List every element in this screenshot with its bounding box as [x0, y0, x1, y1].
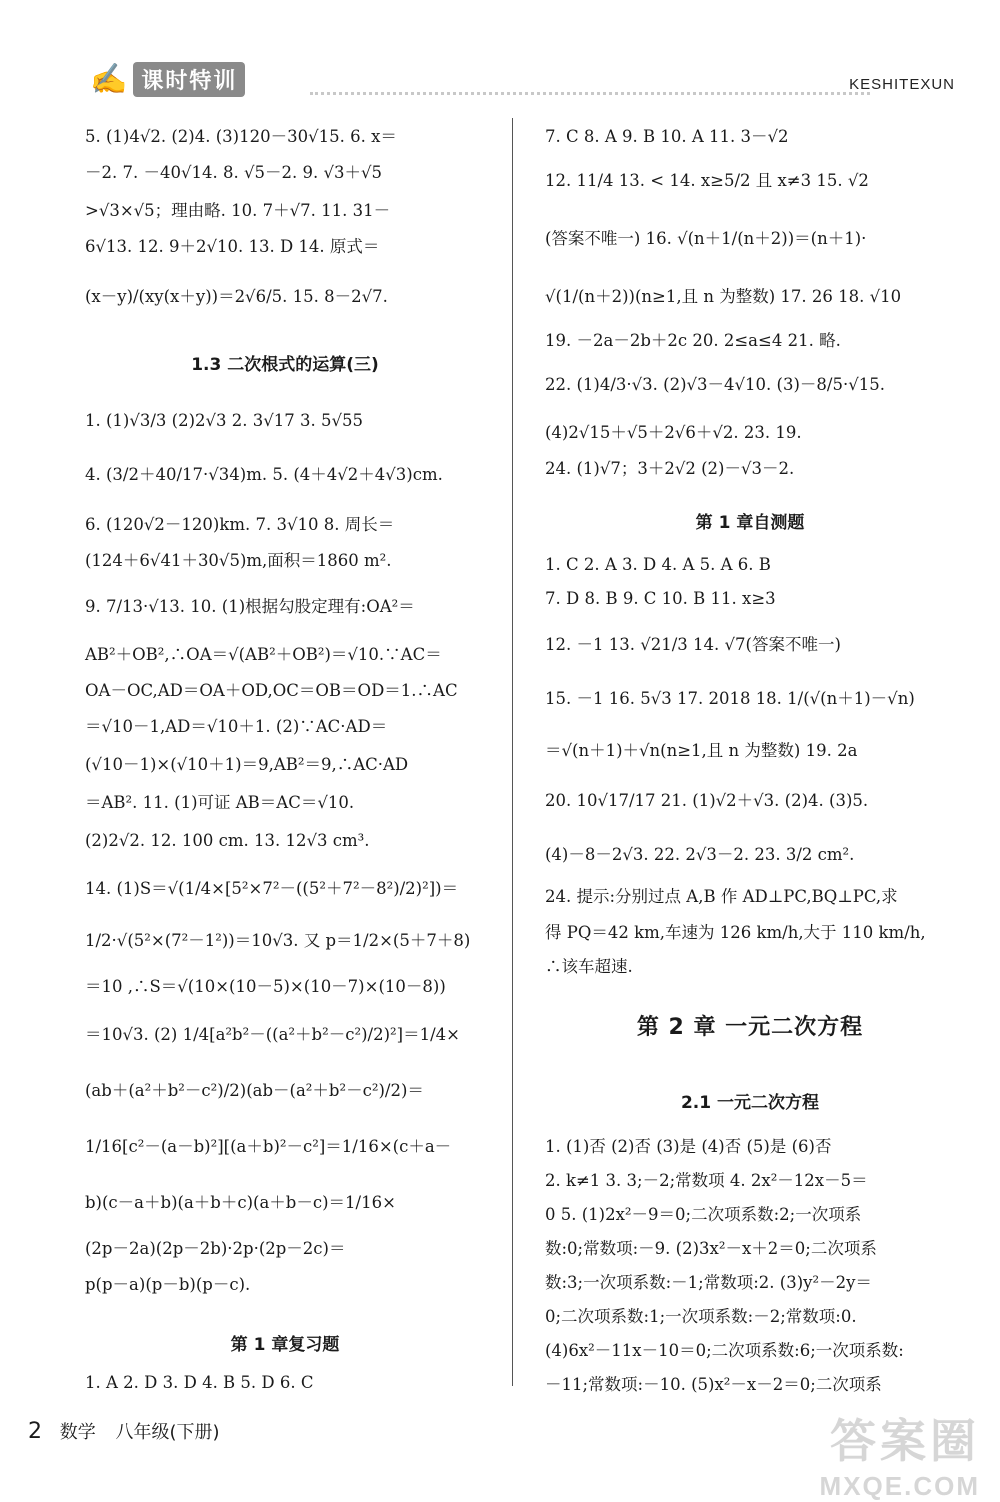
answer-line: OA－OC,AD＝OA＋OD,OC＝OB＝OD＝1.∴AC: [85, 681, 458, 700]
answer-line: p(p－a)(p－b)(p－c).: [85, 1275, 251, 1294]
answer-line: 6√13. 12. 9＋2√10. 13. D 14. 原式＝: [85, 237, 380, 256]
answer-line: ＝√(n＋1)＋√n(n≥1,且 n 为整数) 19. 2a: [545, 741, 858, 760]
answer-line: 2. k≠1 3. 3;－2;常数项 4. 2x²－12x－5＝: [545, 1171, 868, 1190]
page-footer: [28, 1418, 220, 1444]
answer-line: 15. －1 16. 5√3 17. 2018 18. 1/(√(n＋1)－√n): [545, 689, 915, 708]
answer-line: 12. －1 13. √21/3 14. √7(答案不唯一): [545, 635, 841, 654]
answer-line: 1/16[c²－(a－b)²][(a＋b)²－c²]＝1/16×(c＋a－: [85, 1137, 452, 1156]
column-divider: [512, 118, 513, 1386]
answer-line: 7. C 8. A 9. B 10. A 11. 3－√2: [545, 127, 789, 146]
answer-line: 14. (1)S＝√(1/4×[5²×7²－((5²＋7²－8²)/2)²])＝: [85, 879, 459, 898]
answer-line: 0 5. (1)2x²－9＝0;二次项系数:2;一次项系: [545, 1205, 862, 1224]
answer-line: (124＋6√41＋30√5)m,面积＝1860 m².: [85, 551, 392, 570]
watermark: [820, 1405, 980, 1502]
answer-line: √(1/(n＋2))(n≥1,且 n 为整数) 17. 26 18. √10: [545, 287, 902, 306]
pen-icon: ✍: [90, 62, 128, 97]
answer-line: 5. (1)4√2. (2)4. (3)120－30√15. 6. x＝: [85, 127, 397, 146]
answer-line: 22. (1)4/3·√3. (2)√3－4√10. (3)－8/5·√15.: [545, 375, 885, 394]
answer-line: 1. (1)√3/3 (2)2√3 2. 3√17 3. 5√55: [85, 411, 364, 430]
answer-line: b)(c－a＋b)(a＋b＋c)(a＋b－c)＝1/16×: [85, 1193, 396, 1212]
answer-line: －2. 7. －40√14. 8. √5－2. 9. √3＋√5: [85, 163, 382, 182]
answer-line: 1. A 2. D 3. D 4. B 5. D 6. C: [85, 1373, 314, 1392]
answer-line: 12. 11/4 13. < 14. x≥5/2 且 x≠3 15. √2: [545, 171, 869, 190]
footer-grade: 八年级(下册): [115, 1422, 220, 1443]
answer-line: (4)－8－2√3. 22. 2√3－2. 23. 3/2 cm².: [545, 845, 855, 864]
answer-line: 24. 提示:分别过点 A,B 作 AD⊥PC,BQ⊥PC,求: [545, 887, 898, 906]
page-header: [0, 0, 1000, 110]
answer-line: 数:3;一次项系数:－1;常数项:2. (3)y²－2y＝: [545, 1273, 872, 1292]
answer-line: 0;二次项系数:1;一次项系数:－2;常数项:0.: [545, 1307, 857, 1326]
chapter-title: 第 2 章 一元二次方程: [636, 1015, 864, 1040]
section-heading: 第 1 章复习题: [230, 1335, 340, 1355]
book-logo: [90, 62, 245, 97]
page-number: 2: [28, 1419, 42, 1444]
answer-line: AB²＋OB²,∴OA＝√(AB²＋OB²)＝√10.∵AC＝: [85, 645, 442, 664]
section-heading: 2.1 一元二次方程: [680, 1093, 820, 1113]
answer-line: (4)6x²－11x－10＝0;二次项系数:6;一次项系数:: [545, 1341, 904, 1360]
answer-line: (2)2√2. 12. 100 cm. 13. 12√3 cm³.: [85, 831, 370, 850]
answer-line: (ab＋(a²＋b²－c²)/2)(ab－(a²＋b²－c²)/2)＝: [85, 1081, 424, 1100]
answer-line: 得 PQ＝42 km,车速为 126 km/h,大于 110 km/h,: [545, 923, 926, 942]
answer-line: (4)2√15＋√5＋2√6＋√2. 23. 19.: [545, 423, 802, 442]
section-heading: 1.3 二次根式的运算(三): [191, 355, 379, 375]
brand-text: KESHITEXUN: [849, 76, 955, 93]
logo-text: 课时特训: [133, 62, 245, 97]
answer-line: 6. (120√2－120)km. 7. 3√10 8. 周长＝: [85, 515, 395, 534]
answer-line: 4. (3/2＋40/17·√34)m. 5. (4＋4√2＋4√3)cm.: [85, 465, 443, 484]
footer-subject: 数学: [59, 1422, 96, 1443]
answer-line: (答案不唯一) 16. √(n＋1/(n＋2))＝(n＋1)·: [545, 229, 867, 248]
answer-line: ＝AB². 11. (1)可证 AB＝AC＝√10.: [85, 793, 355, 812]
answer-line: (2p－2a)(2p－2b)·2p·(2p－2c)＝: [85, 1239, 346, 1258]
answer-line: －11;常数项:－10. (5)x²－x－2＝0;二次项系: [545, 1375, 882, 1394]
header-dotted-rule: [310, 92, 870, 95]
answer-line: (x－y)/(xy(x＋y))＝2√6/5. 15. 8－2√7.: [85, 287, 388, 306]
answer-line: 20. 10√17/17 21. (1)√2＋√3. (2)4. (3)5.: [545, 791, 869, 810]
answer-line: 7. D 8. B 9. C 10. B 11. x≥3: [545, 589, 776, 608]
answer-line: ∴该车超速.: [545, 957, 633, 976]
answer-line: 19. －2a－2b＋2c 20. 2≤a≤4 21. 略.: [545, 331, 841, 350]
answer-line: ＝√10－1,AD＝√10＋1. (2)∵AC·AD＝: [85, 717, 388, 736]
answer-line: 1. (1)否 (2)否 (3)是 (4)否 (5)是 (6)否: [545, 1137, 832, 1156]
answer-line: >√3×√5；理由略. 10. 7＋√7. 11. 31－: [85, 201, 391, 220]
section-heading: 第 1 章自测题: [695, 513, 805, 533]
answer-line: ＝10√3. (2) 1/4[a²b²－((a²＋b²－c²)/2)²]＝1/4×: [85, 1025, 460, 1044]
answer-line: 24. (1)√7；3＋2√2 (2)－√3－2.: [545, 459, 795, 478]
answer-line: (√10－1)×(√10＋1)＝9,AB²＝9,∴AC·AD: [85, 755, 409, 774]
answer-line: 数:0;常数项:－9. (2)3x²－x＋2＝0;二次项系: [545, 1239, 877, 1258]
watermark-logo: 答案圈: [830, 1415, 980, 1467]
answer-line: 9. 7/13·√13. 10. (1)根据勾股定理有:OA²＝: [85, 597, 415, 616]
answer-line: ＝10 ,∴S＝√(10×(10－5)×(10－7)×(10－8)): [85, 977, 446, 996]
answer-line: 1/2·√(5²×(7²－1²))＝10√3. 又 p＝1/2×(5＋7＋8): [85, 931, 471, 950]
answer-line: 1. C 2. A 3. D 4. A 5. A 6. B: [545, 555, 771, 574]
watermark-url: MXQE.COM: [819, 1471, 980, 1501]
